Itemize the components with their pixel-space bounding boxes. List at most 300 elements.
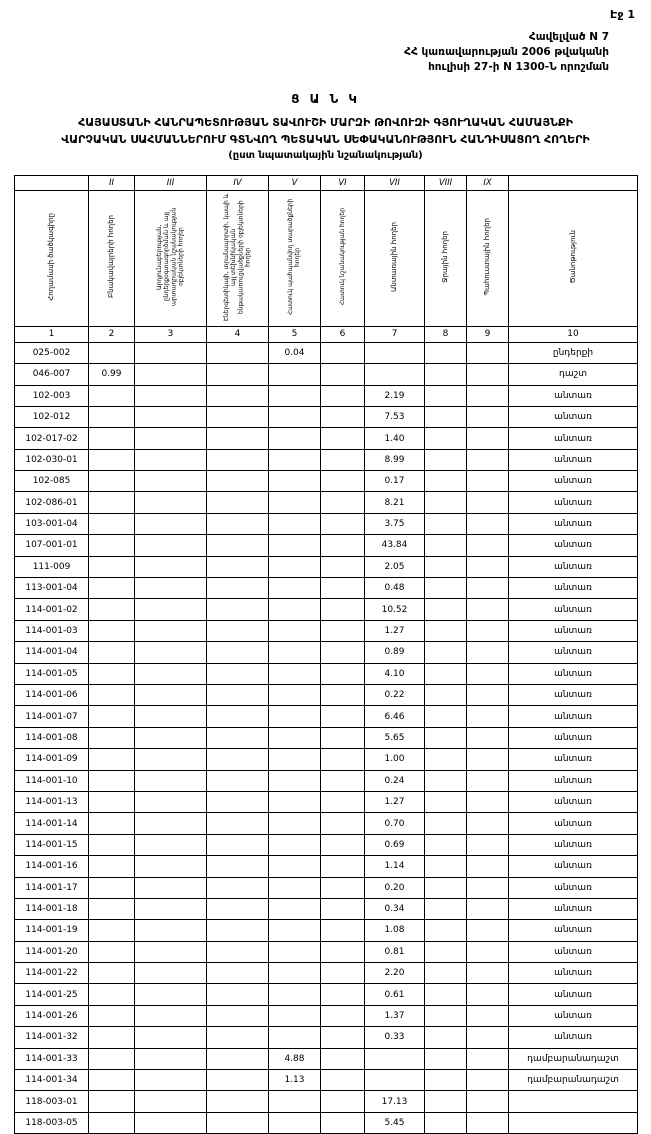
cell-remark: անտառ [509,941,638,962]
cell-forest: 7.53 [365,406,425,427]
cell-reserve [467,578,509,599]
page-number: Էջ 1 [610,8,635,21]
cell-energy [207,599,269,620]
cell-energy [207,834,269,855]
table-row [15,535,638,556]
cell-protected [269,1112,321,1133]
cell-water [425,364,467,385]
cell-forest: 3.75 [365,513,425,534]
cell-energy [207,941,269,962]
cell-remark: անտառ [509,471,638,492]
cell-settlement: 0.99 [89,364,135,385]
cell-protected [269,920,321,941]
cell-water [425,685,467,706]
cell-reserve [467,856,509,877]
table-row [15,813,638,834]
land-registry-table [14,175,638,1134]
cell-forest: 8.99 [365,449,425,470]
cell-energy [207,813,269,834]
cell-water [425,963,467,984]
cell-special [321,1048,365,1069]
table-row [15,984,638,1005]
cell-energy [207,1048,269,1069]
cell-special [321,449,365,470]
cell-protected [269,813,321,834]
cell-forest: 43.84 [365,535,425,556]
cell-forest: 1.08 [365,920,425,941]
cell-energy [207,1005,269,1026]
cell-reserve [467,620,509,641]
cell-protected [269,556,321,577]
cell-protected [269,685,321,706]
cell-water [425,385,467,406]
cell-water [425,1048,467,1069]
cell-special [321,406,365,427]
cell-protected [269,599,321,620]
cell-remark: անտառ [509,449,638,470]
cell-special [321,834,365,855]
cell-forest: 0.69 [365,834,425,855]
cell-remark: անտառ [509,406,638,427]
cell-water [425,599,467,620]
cell-forest: 0.48 [365,578,425,599]
cell-energy [207,663,269,684]
cell-industry [135,749,207,770]
cell-energy [207,706,269,727]
cell-reserve [467,385,509,406]
cell-reserve [467,663,509,684]
cell-settlement [89,449,135,470]
cell-industry [135,1005,207,1026]
cell-protected: 0.04 [269,342,321,363]
cell-special [321,513,365,534]
cell-special [321,963,365,984]
cell-forest: 2.20 [365,963,425,984]
cell-special [321,749,365,770]
cell-water [425,1112,467,1133]
cell-settlement [89,1091,135,1112]
cell-industry [135,813,207,834]
table-row [15,556,638,577]
col-number-9: 9 [467,326,509,342]
table-row [15,856,638,877]
cell-remark: անտառ [509,685,638,706]
cell-remark: անտառ [509,877,638,898]
cell-special [321,471,365,492]
cell-industry [135,770,207,791]
cell-forest: 0.34 [365,898,425,919]
cell-industry [135,364,207,385]
cell-industry [135,920,207,941]
subtitle-line-1: ՀԱՅԱՍՏԱՆԻ ՀԱՆՐԱՊԵՏՈՒԹՅԱՆ ՏԱՎՈՒՇԻ ՄԱՐԶԻ ԹՈՎՈՒԶԻ ԳՅՈՒՂԱԿԱՆ ՀԱՄԱՅՆՔԻ [78,115,573,129]
cell-industry [135,342,207,363]
cell-special [321,642,365,663]
cell-industry [135,727,207,748]
column-header-protected-label: Հատուկ պահպանվող տարածքների հողեր [287,198,302,316]
cell-protected [269,492,321,513]
roman-cell-5: V [269,175,321,190]
cell-code: 114-001-05 [15,663,89,684]
col-number-8: 8 [425,326,467,342]
cell-protected [269,898,321,919]
table-row [15,791,638,812]
table-row [15,406,638,427]
table-row [15,727,638,748]
document-subtitle [14,114,637,148]
cell-remark: անտառ [509,492,638,513]
cell-settlement [89,620,135,641]
cell-code: 114-001-09 [15,749,89,770]
cell-energy [207,984,269,1005]
cell-water [425,984,467,1005]
cell-water [425,813,467,834]
table-row [15,449,638,470]
cell-energy [207,492,269,513]
document-header [14,30,637,76]
cell-reserve [467,642,509,663]
cell-forest: 0.20 [365,877,425,898]
cell-code: 102-012 [15,406,89,427]
table-row [15,963,638,984]
table-row [15,663,638,684]
roman-cell-2: II [89,175,135,190]
cell-code: 114-001-03 [15,620,89,641]
cell-code: 025-002 [15,342,89,363]
cell-energy [207,513,269,534]
cell-forest: 2.05 [365,556,425,577]
cell-protected [269,1005,321,1026]
cell-settlement [89,770,135,791]
roman-cell-7: VII [365,175,425,190]
cell-reserve [467,471,509,492]
cell-code: 114-001-07 [15,706,89,727]
column-header-industry [135,190,207,326]
cell-reserve [467,813,509,834]
cell-settlement [89,556,135,577]
cell-protected [269,856,321,877]
cell-special [321,578,365,599]
cell-industry [135,877,207,898]
cell-energy [207,791,269,812]
roman-cell-4: IV [207,175,269,190]
document-note: (ըստ նպատակային նշանակության) [228,149,423,161]
cell-remark [509,1112,638,1133]
cell-code: 114-001-04 [15,642,89,663]
cell-water [425,898,467,919]
cell-special [321,1027,365,1048]
cell-settlement [89,642,135,663]
cell-code: 046-007 [15,364,89,385]
cell-protected [269,406,321,427]
cell-special [321,535,365,556]
cell-protected [269,791,321,812]
cell-settlement [89,920,135,941]
cell-special [321,877,365,898]
cell-energy [207,556,269,577]
cell-industry [135,471,207,492]
cell-energy [207,364,269,385]
cell-protected [269,963,321,984]
cell-settlement [89,385,135,406]
cell-water [425,1027,467,1048]
table-row [15,342,638,363]
cell-energy [207,578,269,599]
cell-water [425,663,467,684]
cell-code: 114-001-22 [15,963,89,984]
cell-reserve [467,727,509,748]
cell-code: 114-001-26 [15,1005,89,1026]
cell-settlement [89,984,135,1005]
cell-forest: 1.27 [365,791,425,812]
cell-water [425,513,467,534]
cell-reserve [467,1091,509,1112]
cell-energy [207,1091,269,1112]
column-header-settlement [89,190,135,326]
cell-special [321,813,365,834]
cell-forest: 5.45 [365,1112,425,1133]
column-header-forest-label: Անտառային հողեր [390,221,399,292]
cell-water [425,556,467,577]
cell-special [321,898,365,919]
cell-reserve [467,406,509,427]
cell-industry [135,1027,207,1048]
column-header-settlement-label: Բնակավայրերի հողեր [107,215,116,299]
cell-reserve [467,941,509,962]
table-row [15,920,638,941]
cell-industry [135,706,207,727]
cell-settlement [89,877,135,898]
table-header-row [15,190,638,326]
cell-code: 114-001-06 [15,685,89,706]
cell-protected [269,834,321,855]
cell-protected [269,984,321,1005]
cell-water [425,1091,467,1112]
cell-industry [135,578,207,599]
cell-settlement [89,1112,135,1133]
cell-special [321,663,365,684]
cell-reserve [467,877,509,898]
cell-code: 114-001-10 [15,770,89,791]
cell-water [425,706,467,727]
cell-settlement [89,749,135,770]
cell-special [321,342,365,363]
column-header-industry-label: Արդյունաբերության, ընդերքօգտագործման և այլ արտադրական նշանակության օբյեկտների հողեր [156,207,185,307]
column-header-remark [509,190,638,326]
cell-forest: 0.81 [365,941,425,962]
cell-reserve [467,556,509,577]
cell-forest: 1.37 [365,1005,425,1026]
cell-forest: 4.10 [365,663,425,684]
cell-industry [135,1091,207,1112]
cell-code: 102-085 [15,471,89,492]
cell-code: 114-001-15 [15,834,89,855]
cell-energy [207,428,269,449]
cell-settlement [89,342,135,363]
table-row [15,578,638,599]
cell-code: 118-003-01 [15,1091,89,1112]
table-row [15,364,638,385]
roman-cell-9: IX [467,175,509,190]
table-row [15,898,638,919]
cell-code: 114-001-17 [15,877,89,898]
cell-energy [207,877,269,898]
header-line-2: ՀՀ կառավարության 2006 թվականի [404,46,609,59]
cell-code: 114-001-18 [15,898,89,919]
cell-settlement [89,492,135,513]
cell-water [425,1005,467,1026]
column-header-reserve [467,190,509,326]
cell-forest [365,342,425,363]
cell-remark: անտառ [509,513,638,534]
cell-special [321,856,365,877]
cell-special [321,685,365,706]
cell-forest [365,364,425,385]
cell-forest: 5.65 [365,727,425,748]
cell-remark: անտառ [509,749,638,770]
cell-special [321,620,365,641]
cell-special [321,428,365,449]
cell-settlement [89,1005,135,1026]
cell-industry [135,1112,207,1133]
cell-reserve [467,984,509,1005]
cell-industry [135,685,207,706]
cell-reserve [467,834,509,855]
cell-remark: անտառ [509,898,638,919]
cell-reserve [467,963,509,984]
column-header-forest [365,190,425,326]
cell-settlement [89,1070,135,1091]
cell-code: 114-001-16 [15,856,89,877]
cell-special [321,599,365,620]
cell-water [425,535,467,556]
cell-remark: ընդերքի [509,342,638,363]
cell-reserve [467,770,509,791]
cell-forest: 1.27 [365,620,425,641]
cell-remark: անտառ [509,599,638,620]
cell-protected [269,727,321,748]
cell-protected [269,449,321,470]
table-row [15,941,638,962]
column-header-remark-label: Ծանոթություն [568,230,577,284]
cell-energy [207,1070,269,1091]
column-header-code [15,190,89,326]
cell-forest [365,1070,425,1091]
cell-special [321,1112,365,1133]
cell-industry [135,449,207,470]
cell-water [425,578,467,599]
cell-special [321,920,365,941]
cell-settlement [89,941,135,962]
cell-forest: 1.14 [365,856,425,877]
table-row [15,620,638,641]
cell-code: 113-001-04 [15,578,89,599]
cell-water [425,749,467,770]
table-row [15,685,638,706]
cell-settlement [89,535,135,556]
cell-protected [269,364,321,385]
cell-industry [135,406,207,427]
cell-protected [269,877,321,898]
cell-energy [207,449,269,470]
column-header-water [425,190,467,326]
document-title: Ց Ա Ն Կ [291,91,360,106]
column-header-reserve-label: Պահուստային հողեր [483,217,492,296]
cell-settlement [89,663,135,684]
cell-industry [135,620,207,641]
cell-remark: անտառ [509,813,638,834]
cell-reserve [467,1112,509,1133]
table-row [15,513,638,534]
table-row [15,1048,638,1069]
table-row [15,385,638,406]
cell-protected [269,941,321,962]
subtitle-line-2: ՎԱՐՉԱԿԱՆ ՍԱՀՄԱՆՆԵՐՈՒՄ ԳՏՆՎՈՂ ՊԵՏԱԿԱՆ ՍԵՓԱԿԱՆՈՒԹՅՈՒՆ ՀԱՆԴԻՍԱՑՈՂ ՀՈՂԵՐԻ [61,132,590,146]
table-row [15,1005,638,1026]
cell-reserve [467,898,509,919]
cell-reserve [467,428,509,449]
cell-settlement [89,856,135,877]
cell-code: 114-001-32 [15,1027,89,1048]
cell-remark: անտառ [509,385,638,406]
cell-protected [269,1027,321,1048]
cell-settlement [89,898,135,919]
cell-water [425,428,467,449]
table-row [15,428,638,449]
col-number-7: 7 [365,326,425,342]
cell-remark: դամբարանադաշտ [509,1048,638,1069]
cell-industry [135,963,207,984]
cell-code: 102-003 [15,385,89,406]
cell-industry [135,513,207,534]
cell-forest: 6.46 [365,706,425,727]
cell-energy [207,642,269,663]
cell-protected [269,706,321,727]
cell-settlement [89,578,135,599]
cell-industry [135,385,207,406]
roman-cell-3: III [135,175,207,190]
cell-remark: անտառ [509,984,638,1005]
cell-code: 102-086-01 [15,492,89,513]
cell-forest: 0.17 [365,471,425,492]
cell-energy [207,685,269,706]
cell-industry [135,1048,207,1069]
cell-water [425,342,467,363]
cell-water [425,834,467,855]
cell-settlement [89,406,135,427]
cell-settlement [89,471,135,492]
cell-remark: անտառ [509,856,638,877]
cell-special [321,941,365,962]
column-header-protected [269,190,321,326]
cell-forest: 0.24 [365,770,425,791]
cell-forest: 0.70 [365,813,425,834]
cell-settlement [89,1027,135,1048]
cell-settlement [89,834,135,855]
cell-remark: անտառ [509,642,638,663]
cell-forest: 8.21 [365,492,425,513]
cell-energy [207,385,269,406]
cell-remark: անտառ [509,535,638,556]
cell-special [321,770,365,791]
column-header-energy-label: Էներգետիկայի, տրանսպորտի, կապի և այլ տեխնիկական ենթակառուցվածքների օբյեկտների հողեր [223,192,252,321]
table-row [15,877,638,898]
cell-reserve [467,749,509,770]
cell-remark: դաշտ [509,364,638,385]
cell-code: 118-003-05 [15,1112,89,1133]
cell-settlement [89,963,135,984]
cell-energy [207,856,269,877]
cell-code: 114-001-14 [15,813,89,834]
